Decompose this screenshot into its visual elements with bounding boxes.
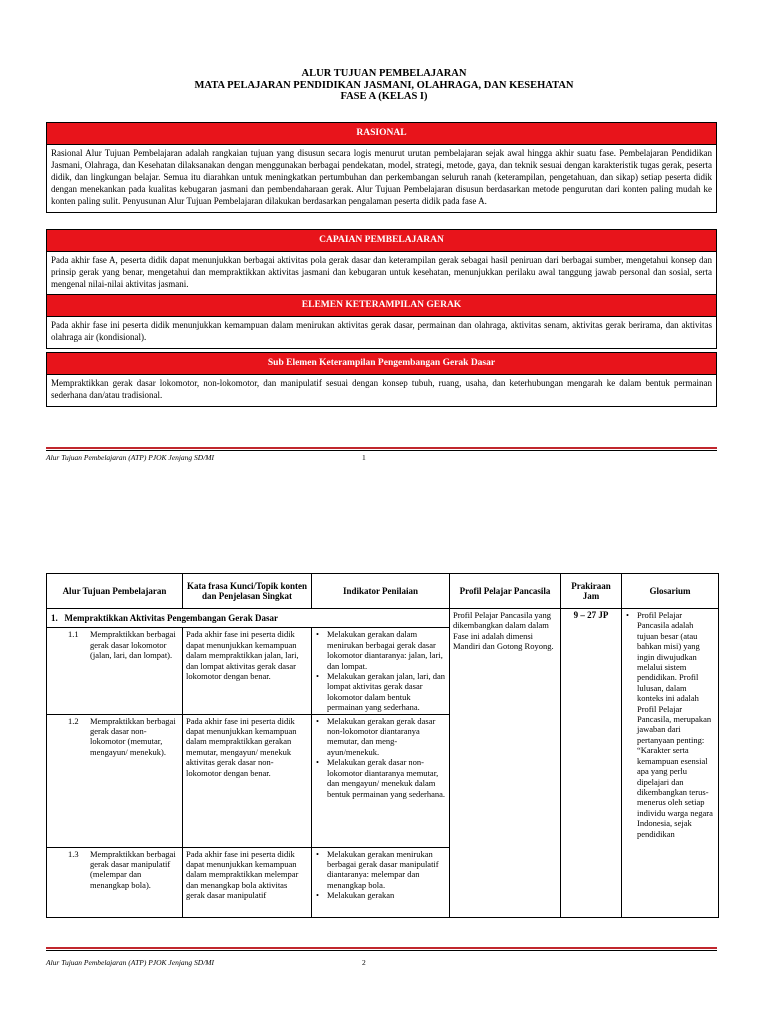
document-title — [0, 68, 768, 103]
section-rasional — [46, 122, 717, 213]
section-capaian-pembelajaran — [46, 229, 717, 296]
header-kata-frasa: Kata frasa Kunci/Topik konten dan Penjelasan Singkat — [183, 574, 312, 609]
row-number: 1.3 — [68, 848, 79, 859]
header-glosarium: Glosarium — [622, 574, 719, 609]
section-body: Pada akhir fase A, peserta didik dapat menunjukkan berbagai aktivitas pola gerak dasar dan keterampilan gerak sebagai hasil peniruan dari berbagai sumber, mengetahui konsep dan prinsip gerak yang benar, mengetahui dan mempraktikkan aktivitas jasmani dan kebugaran untuk kesehatan, menunjukkan perilaku awal tanggung jawab personal dan sosial, serta mengenal nilai-nilai aktivitas jasmani. — [47, 251, 716, 295]
glosarium-cell — [622, 609, 719, 918]
page-number: 2 — [362, 958, 366, 967]
indikator-item: • Melakukan gerakan dalam menirukan berbagai gerak dasar lokomotor diantaranya: jalan, lari, dan lompat. — [315, 629, 446, 671]
header-prakiraan-jam: Prakiraan Jam — [561, 574, 622, 609]
section-body: Rasional Alur Tujuan Pembelajaran adalah rangkaian tujuan yang disusun secara logis menurut urutan pembelajaran sejak awal hingga akhir suatu fase. Pembelajaran Pendidikan Jasmani, Olahraga, dan Kesehatan dilaksanakan dengan menggunakan berbagai pendekatan, model, strategi, metode, gaya, dan teknik sesuai dengan karakteristik tugas gerak, peserta didik, dan lingkungan belajar. Semua itu diarahkan untuk meningkatkan pertumbuhan dan perkembangan seluruh ranah (keterampilan, pengetahuan, dan sikap) setiap peserta didik dengan menekankan pada kualitas kebugaran jasmani dan pembendaharaan gerak. Alur Tujuan Pembelajaran disusun berdasarkan metode pengurutan dari konten paling mudah ke konten paling sulit. Penyusunan Alur Tujuan Pembelajaran dilakukan berdasarkan pengalaman peserta didik pada fase A. — [47, 144, 716, 212]
kata-frasa-cell: Pada akhir fase ini peserta didik dapat menunjukkan kemampuan dalam mempraktikkan gerakan memutar, mengayun/ menekuk aktivitas gerak dasar non-lokomotor dengan benar. — [183, 714, 312, 847]
section-heading: CAPAIAN PEMBELAJARAN — [47, 230, 716, 251]
indikator-cell — [312, 847, 450, 917]
page-number: 1 — [362, 453, 366, 462]
tujuan-cell — [47, 714, 183, 847]
section-heading: Sub Elemen Keterampilan Pengembangan Gerak Dasar — [47, 353, 716, 374]
title-line-3: FASE A (KELAS I) — [340, 91, 428, 102]
footer-rule — [46, 947, 717, 951]
title-line-2: MATA PELAJARAN PENDIDIKAN JASMANI, OLAHRAGA, DAN KESEHATAN — [194, 79, 574, 91]
indikator-item: • Melakukan gerakan gerak dasar non-lokomotor diantaranya memutar, dan meng-ayun/menekuk. — [315, 716, 446, 758]
kata-frasa-cell: Pada akhir fase ini peserta didik dapat menunjukkan kemampuan dalam mempraktikkan jalan, lari, dan lompat aktivitas gerak dasar lokomotor dengan benar. — [183, 628, 312, 714]
row-number: 1.1 — [68, 629, 79, 640]
title-line-1: ALUR TUJUAN PEMBELAJARAN — [301, 68, 467, 79]
section-title-cell — [47, 609, 450, 628]
tujuan-text: Mempraktikkan berbagai gerak dasar lokomotor (jalan, lari, dan lompat). — [90, 629, 176, 661]
section-body: Pada akhir fase ini peserta didik menunjukkan kemampuan dalam menirukan aktivitas gerak dasar, permainan dan olahraga, aktivitas senam, aktivitas gerak berirama, dan aktivitas olahraga air (kondisional). — [47, 316, 716, 348]
profil-cell: Profil Pelajar Pancasila yang dikembangkan dalam dalam Fase ini adalah dimensi Mandiri dan Gotong Royong. — [450, 609, 561, 918]
jam-cell: 9 – 27 JP — [561, 609, 622, 918]
indikator-item: • Melakukan gerakan jalan, lari, dan lompat aktivitas gerak dasar lokomotor dalam bentuk permainan yang sederhana. — [315, 671, 446, 713]
indikator-item: • Melakukan gerakan menirukan berbagai gerak dasar manipulatif diantaranya: melempar dan menangkap bola. — [315, 849, 446, 891]
tujuan-text: Mempraktikkan berbagai gerak dasar manipulatif (melempar dan menangkap bola). — [90, 848, 176, 890]
page-1 — [0, 0, 768, 505]
section-elemen-keterampilan-gerak — [46, 294, 717, 349]
section-row — [47, 609, 719, 628]
footer-text: Alur Tujuan Pembelajaran (ATP) PJOK Jenjang SD/MI — [46, 453, 215, 462]
tujuan-cell — [47, 628, 183, 714]
section-body: Mempraktikkan gerak dasar lokomotor, non-lokomotor, dan manipulatif sesuai dengan konsep tubuh, ruang, usaha, dan keterhubungan mengarah ke dalam bentuk permainan sederhana dan/atau tradisional. — [47, 374, 716, 406]
indikator-item: • Melakukan gerak dasar non-lokomotor diantaranya memutar, dan mengayun/ menekuk dalam bentuk permainan yang sederhana. — [315, 757, 446, 799]
header-tujuan: Alur Tujuan Pembelajaran — [47, 574, 183, 609]
header-profil: Profil Pelajar Pancasila — [450, 574, 561, 609]
indikator-item: • Melakukan gerakan — [315, 890, 446, 900]
header-indikator: Indikator Penilaian — [312, 574, 450, 609]
section-title: Mempraktikkan Aktivitas Pengembangan Gerak Dasar — [64, 613, 279, 623]
row-number: 1.2 — [68, 715, 79, 726]
table-header-row — [47, 574, 719, 609]
tujuan-text: Mempraktikkan berbagai gerak dasar non-lokomotor (memutar, mengayun/ menekuk). — [90, 715, 176, 757]
section-heading: RASIONAL — [47, 123, 716, 144]
footer-text: Alur Tujuan Pembelajaran (ATP) PJOK Jenjang SD/MI — [46, 958, 215, 967]
page-2 — [0, 505, 768, 1024]
atp-table — [46, 573, 719, 918]
section-heading: ELEMEN KETERAMPILAN GERAK — [47, 295, 716, 316]
indikator-cell — [312, 628, 450, 714]
section-sub-elemen — [46, 352, 717, 407]
glosarium-text: • Profil Pelajar Pancasila adalah tujuan besar (atau bahkan misi) yang ingin diwujudkan melalui sistem pendidikan. Profil lulusan, dalam konteks ini adalah Profil Pelajar Pancasila, merupakan jawaban dari pertanyaan penting: “Karakter serta kemampuan esensial apa yang perlu dipelajari dan dikembangkan terus-menerus oleh setiap individu warga negara Indonesia, sejak pendidikan — [625, 610, 715, 839]
section-number: 1. — [51, 613, 58, 623]
footer-rule — [46, 447, 717, 451]
kata-frasa-cell: Pada akhir fase ini peserta didik dapat menunjukkan kemampuan dalam mempraktikkan melempar dan menangkap bola aktivitas gerak dasar manipulatif — [183, 847, 312, 917]
tujuan-cell — [47, 847, 183, 917]
indikator-cell — [312, 714, 450, 847]
